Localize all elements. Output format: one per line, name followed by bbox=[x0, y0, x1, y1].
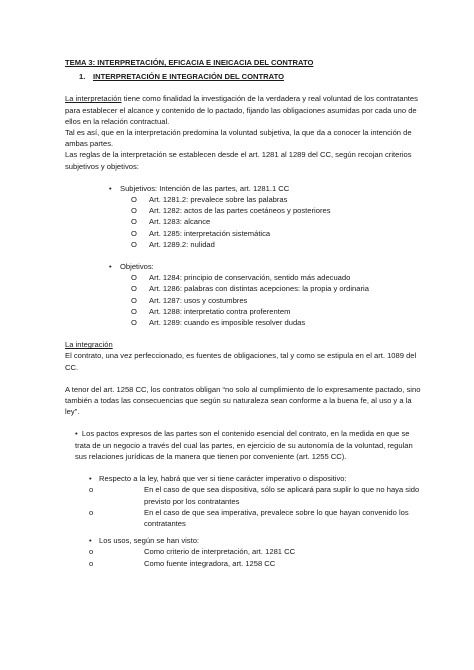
list-item: O Art. 1286: palabras con distintas acepciones: la propia y ordinaria bbox=[131, 284, 369, 294]
bullet-mark: • bbox=[109, 183, 112, 193]
section-heading bbox=[65, 71, 424, 82]
list-item: O Art. 1281.2: prevalece sobre las palabras bbox=[131, 195, 288, 205]
ley-item: • Respecto a la ley, habrá que ver si tiene carácter imperativo o dispositivo: bbox=[89, 474, 347, 484]
list-item: O Art. 1283: alcance bbox=[131, 217, 211, 227]
list-item: O Art. 1287: usos y costumbres bbox=[131, 295, 248, 305]
list-item: O Art. 1289: cuando es imposible resolver dudas bbox=[131, 318, 306, 328]
pactos-paragraph: • Los pactos expresos de las partes son el contenido esencial del contrato, en la medida en que se trata de un negocio a través del cual las partes, en ejercicio de su autonomía de la voluntad, regulan sus relaciones jurídicas de la manera que tienen por conveniente (art. 1255 CC). bbox=[75, 429, 413, 461]
interpretacion-term: La interpretación bbox=[65, 94, 122, 104]
objetivos-item bbox=[65, 261, 424, 272]
list-item: o En el caso de que sea dispositiva, sólo se aplicará para suplir lo que no haya sido previsto por los contratantes bbox=[89, 485, 420, 506]
section-title: INTERPRETACIÓN E INTEGRACIÓN DEL CONTRATO bbox=[93, 72, 284, 82]
section-number: 1. bbox=[79, 72, 86, 82]
bullet-mark: • bbox=[109, 262, 112, 272]
title-main: TEMA 3: INTERPRETACIÓN, EFICACIA E INEICACIA bbox=[65, 58, 252, 67]
list-item: o En el caso de que sea imperativa, prevalece sobre lo que hayan convenido los contratantes bbox=[89, 507, 409, 528]
integracion-heading: La integración bbox=[65, 340, 113, 350]
interpretacion-paragraph-3: Las reglas de la interpretación se establecen desde el art. 1281 al 1289 del CC, según recojan criterios subjetivos y objetivos: bbox=[65, 150, 412, 171]
title-tail: DEL CONTRATO bbox=[251, 58, 314, 67]
list-item: o Como fuente integradora, art. 1258 CC bbox=[89, 558, 276, 568]
list-item: O Art. 1288: interpretatio contra proferentem bbox=[131, 306, 291, 316]
list-item: O Art. 1285: interpretación sistemática bbox=[131, 228, 271, 238]
list-item: o Como criterio de interpretación, art. 1281 CC bbox=[89, 547, 296, 557]
subjetivos-label: Subjetivos: Intención de las partes, art. 1281.1 CC bbox=[120, 183, 290, 193]
list-item: O Art. 1289.2: nulidad bbox=[131, 239, 215, 249]
subjetivos-item bbox=[65, 183, 424, 194]
usos-item: • Los usos, según se han visto: bbox=[89, 536, 200, 546]
list-item: O Art. 1284: principio de conservación, sentido más adecuado bbox=[131, 273, 351, 283]
document-title bbox=[65, 57, 424, 68]
integracion-paragraph-2: A tenor del art. 1258 CC, los contratos obligan “no solo al cumplimiento de lo expresamente pactado, sino también a todas las consecuencias que según su naturaleza sean conforme a la buena fe, al uso y a la ley”. bbox=[65, 384, 421, 417]
interpretacion-paragraph-2: Tal es así, que en la interpretación predomina la voluntad subjetiva, la que da a conocer la intención de ambas partes. bbox=[65, 128, 412, 149]
objetivos-label: Objetivos: bbox=[120, 262, 154, 272]
interpretacion-paragraph-1: La interpretación tiene como finalidad la investigación de la verdadera y real voluntad de los contratantes para establecer el alcance y contenido de lo pactado, fijando las obligaciones asumidas por cada uno de ellos en la relación contractual. bbox=[65, 94, 418, 126]
integracion-paragraph-1: El contrato, una vez perfeccionado, es fuentes de obligaciones, tal y como se estipula en el art. 1089 del CC. bbox=[65, 351, 417, 372]
list-item: O Art. 1282: actos de las partes coetáneos y posteriores bbox=[131, 206, 331, 216]
